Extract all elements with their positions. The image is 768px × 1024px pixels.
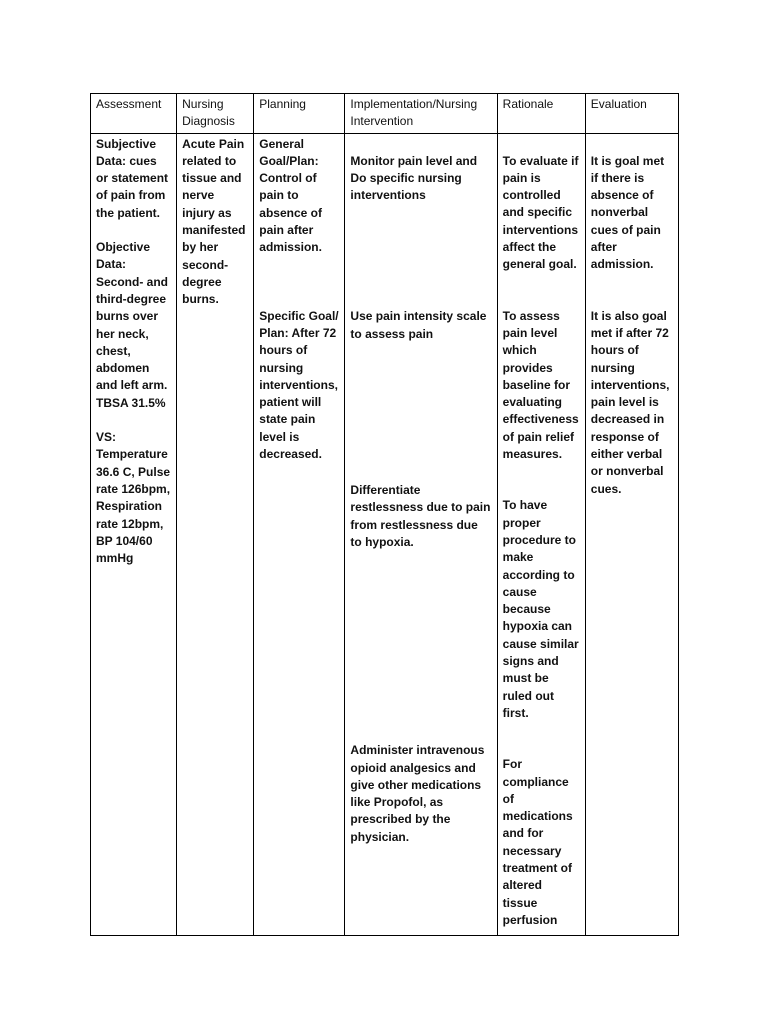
intervention-item: Administer intravenous opioid analgesics and give other medications like Propofol, as prescribed by the physician. <box>350 743 485 844</box>
nursing-care-plan-table <box>90 93 679 936</box>
assessment-cell <box>91 133 177 935</box>
specific-goal: Specific Goal/ Plan: After 72 hours of nursing interventions, patient will state pain level is decreased. <box>259 308 339 462</box>
evaluation-item: It is goal met if there is absence of nonverbal cues of pain after admission. <box>590 153 665 272</box>
nursing-diagnosis-text: Acute Pain related to tissue and nerve injury as manifested by her second-degree burns. <box>182 136 246 307</box>
header-evaluation: Evaluation <box>585 94 678 134</box>
intervention-item: Use pain intensity scale to assess pain <box>350 309 487 341</box>
rationale-cell <box>497 133 585 935</box>
header-rationale: Rationale <box>497 94 585 134</box>
rationale-item: To evaluate if pain is controlled and specific interventions affect the general goal. <box>502 153 579 272</box>
implementation-cell <box>345 133 497 935</box>
table-header-row <box>91 94 679 134</box>
nursing-diagnosis-cell <box>177 133 254 935</box>
header-nursing-diagnosis: Nursing Diagnosis <box>177 94 254 134</box>
vital-signs: VS: Temperature 36.6 C, Pulse rate 126bpm, Respiration rate 12bpm, BP 104/60 mmHg <box>96 430 171 566</box>
header-assessment: Assessment <box>91 94 177 134</box>
general-goal: General Goal/Plan: Control of pain to absence of pain after admission. <box>259 136 322 255</box>
intervention-item: Monitor pain level and Do specific nursing interventions <box>350 153 478 203</box>
header-implementation: Implementation/Nursing Intervention <box>345 94 497 134</box>
objective-data: Objective Data: Second- and third-degree burns over her neck, chest, abdomen and left arm. TBSA 31.5% <box>96 240 169 410</box>
header-planning: Planning <box>254 94 345 134</box>
rationale-item: To assess pain level which provides baseline for evaluating effectiveness of pain relief measures. <box>502 308 579 462</box>
planning-cell <box>254 133 345 935</box>
rationale-item: To have proper procedure to make according to cause because hypoxia can cause similar signs and must be ruled out first. <box>502 498 579 720</box>
intervention-item: Differentiate restlessness due to pain from restlessness due to hypoxia. <box>350 483 491 549</box>
table-row <box>91 133 679 935</box>
rationale-item: For compliance of medications and for necessary treatment of altered tissue perfusion <box>502 757 573 927</box>
subjective-data: Subjective Data: cues or statement of pain from the patient. <box>96 136 169 220</box>
evaluation-cell <box>585 133 678 935</box>
evaluation-item: It is also goal met if after 72 hours of nursing interventions, pain level is decreased in response of either verbal or nonverbal cues. <box>590 308 670 496</box>
